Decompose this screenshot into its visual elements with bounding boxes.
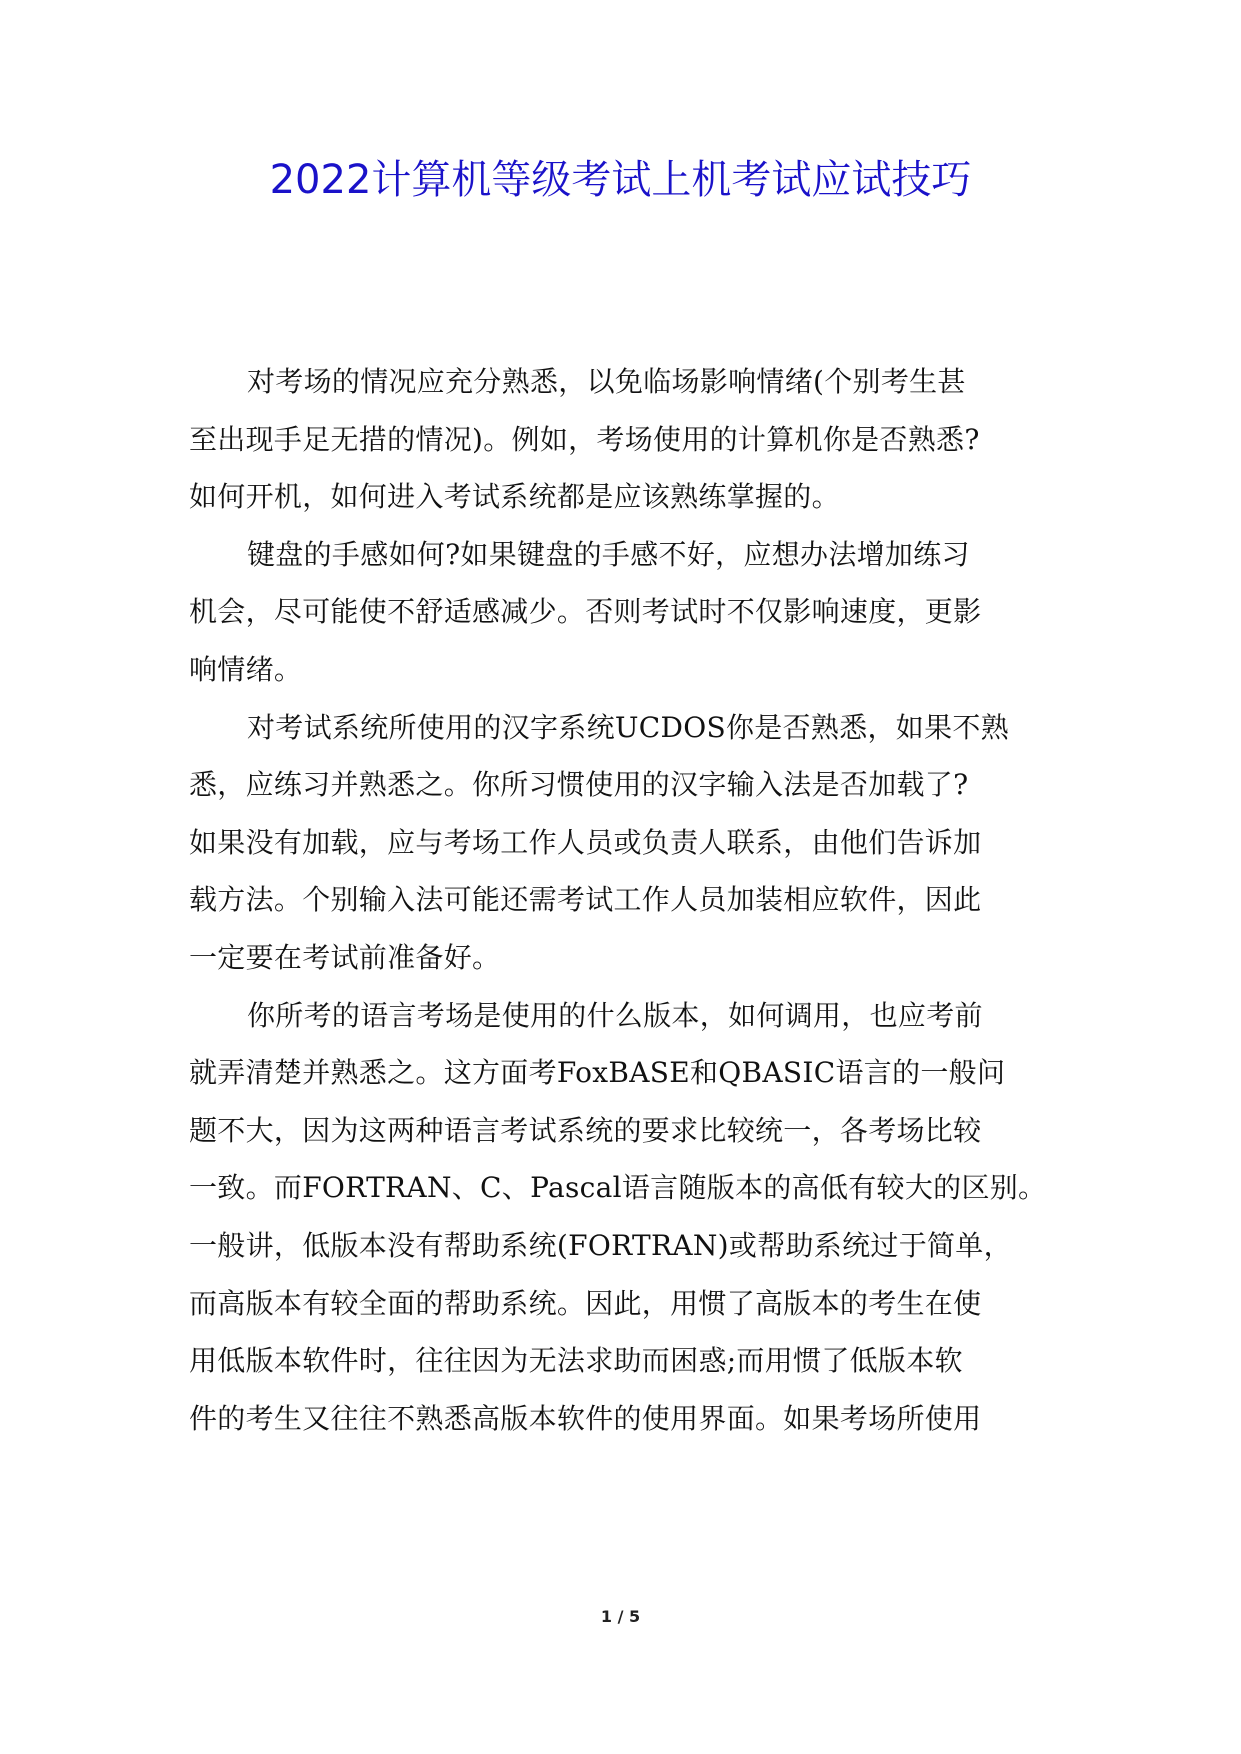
paragraph-line: 一定要在考试前准备好。 [189, 940, 501, 974]
page-number: 1 / 5 [600, 1607, 641, 1626]
paragraph-3 [189, 699, 1053, 987]
paragraph-line: 你所考的语言考场是使用的什么版本，如何调用，也应考前 [247, 998, 983, 1032]
document-title: 2022计算机等级考试上机考试应试技巧 [269, 157, 972, 203]
paragraph-line: 题不大，因为这两种语言考试系统的要求比较统一，各考场比较 [189, 1113, 982, 1147]
paragraph-line: 对考试系统所使用的汉字系统UCDOS你是否熟悉，如果不熟 [247, 710, 1010, 744]
paragraph-line: 一致。而FORTRAN、C、Pascal语言随版本的高低有较大的区别。 [189, 1171, 1047, 1205]
paragraph-line: 就弄清楚并熟悉之。这方面考FoxBASE和QBASIC语言的一般问 [189, 1056, 1006, 1090]
paragraph-line: 一般讲，低版本没有帮助系统(FORTRAN)或帮助系统过于简单， [189, 1228, 1012, 1262]
paragraph-line: 载方法。个别输入法可能还需考试工作人员加装相应软件，因此 [189, 883, 982, 917]
paragraph-line: 悉，应练习并熟悉之。你所习惯使用的汉字输入法是否加载了? [189, 768, 969, 802]
paragraph-line: 对考场的情况应充分熟悉，以免临场影响情绪(个别考生甚 [247, 365, 966, 398]
paragraph-line: 件的考生又往往不熟悉高版本软件的使用界面。如果考场所使用 [189, 1401, 982, 1435]
paragraph-line: 用低版本软件时，往往因为无法求助而困惑;而用惯了低版本软 [189, 1344, 963, 1378]
paragraph-4 [189, 987, 1053, 1448]
paragraph-line: 而高版本有较全面的帮助系统。因此，用惯了高版本的考生在使 [189, 1286, 982, 1320]
paragraph-2 [189, 526, 1053, 699]
paragraph-1 [189, 353, 1053, 526]
paragraph-line: 如何开机，如何进入考试系统都是应该熟练掌握的。 [189, 480, 840, 514]
paragraph-line: 机会，尽可能使不舒适感减少。否则考试时不仅影响速度，更影 [189, 595, 982, 629]
paragraph-line: 至出现手足无措的情况)。例如，考场使用的计算机你是否熟悉? [189, 422, 980, 456]
paragraph-line: 如果没有加载，应与考场工作人员或负责人联系，由他们告诉加 [189, 825, 982, 859]
paragraph-line: 响情绪。 [189, 652, 303, 686]
document-body [189, 353, 1053, 1447]
paragraph-line: 键盘的手感如何?如果键盘的手感不好，应想办法增加练习 [247, 537, 970, 571]
